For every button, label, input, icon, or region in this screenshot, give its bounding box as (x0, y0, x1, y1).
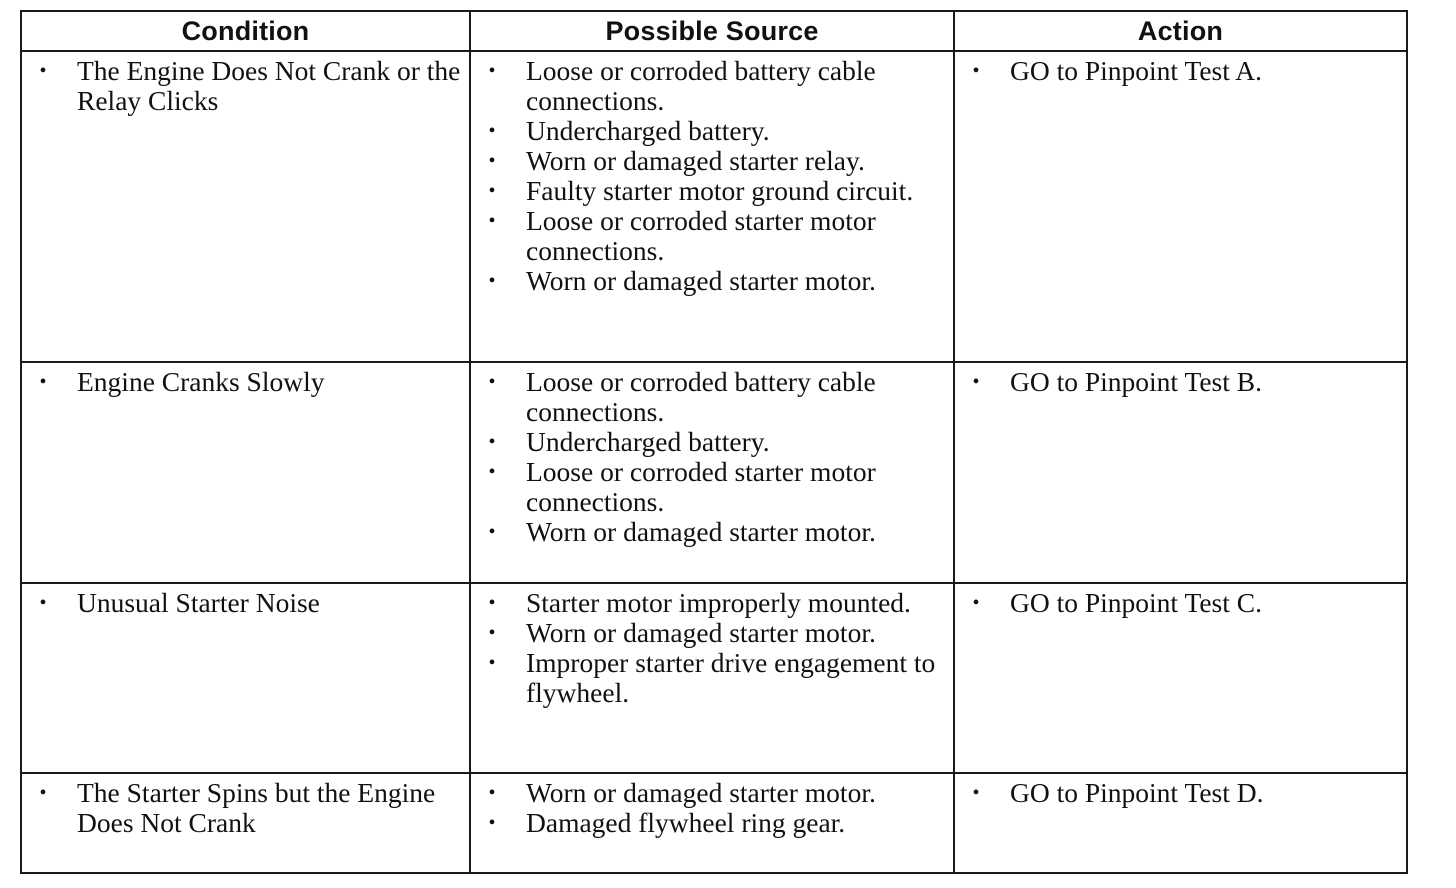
condition-list (30, 367, 461, 397)
condition-list (30, 778, 461, 838)
source-text: Faulty starter motor ground circuit. (526, 175, 914, 206)
source-text: Starter motor improperly mounted. (526, 587, 911, 618)
header-action: Action (954, 11, 1407, 51)
table-row (21, 362, 1407, 583)
list-item (479, 778, 945, 808)
list-item (479, 427, 945, 457)
bullet-icon: • (39, 592, 47, 614)
list-item (479, 367, 945, 427)
bullet-icon: • (488, 812, 496, 834)
bullet-icon: • (972, 371, 980, 393)
header-row (21, 11, 1407, 51)
list-item (30, 367, 461, 397)
bullet-icon: • (39, 782, 47, 804)
list-item (963, 588, 1398, 618)
source-text: Undercharged battery. (526, 115, 770, 146)
list-item (479, 618, 945, 648)
source-text: Worn or damaged starter motor. (526, 777, 876, 808)
action-list (963, 367, 1398, 397)
source-list (479, 367, 945, 547)
condition-cell (21, 51, 470, 362)
list-item (479, 266, 945, 296)
action-list (963, 778, 1398, 808)
action-cell (954, 362, 1407, 583)
list-item (30, 588, 461, 618)
source-list (479, 778, 945, 838)
list-item (479, 808, 945, 838)
bullet-icon: • (39, 60, 47, 82)
list-item (479, 206, 945, 266)
bullet-icon: • (488, 150, 496, 172)
bullet-icon: • (488, 371, 496, 393)
bullet-icon: • (488, 521, 496, 543)
source-cell (470, 51, 954, 362)
source-text: Worn or damaged starter motor. (526, 265, 876, 296)
bullet-icon: • (488, 431, 496, 453)
bullet-icon: • (488, 592, 496, 614)
source-cell (470, 773, 954, 873)
action-text: GO to Pinpoint Test B. (1010, 366, 1262, 397)
source-list (479, 588, 945, 708)
list-item (479, 517, 945, 547)
list-item (479, 176, 945, 206)
action-text: GO to Pinpoint Test D. (1010, 777, 1264, 808)
source-text: Loose or corroded starter motor connections. (526, 456, 876, 517)
list-item (479, 146, 945, 176)
table-row (21, 51, 1407, 362)
bullet-icon: • (972, 782, 980, 804)
bullet-icon: • (972, 592, 980, 614)
list-item (479, 116, 945, 146)
source-text: Loose or corroded battery cable connections. (526, 55, 876, 116)
source-text: Undercharged battery. (526, 426, 770, 457)
condition-text: The Starter Spins but the Engine Does Not Crank (77, 777, 436, 838)
list-item (479, 648, 945, 708)
list-item (479, 588, 945, 618)
source-text: Loose or corroded starter motor connections. (526, 205, 876, 266)
source-list (479, 56, 945, 296)
table-row (21, 773, 1407, 873)
bullet-icon: • (488, 782, 496, 804)
list-item (963, 778, 1398, 808)
condition-list (30, 588, 461, 618)
condition-list (30, 56, 461, 116)
header-possible-source: Possible Source (470, 11, 954, 51)
list-item (963, 367, 1398, 397)
bullet-icon: • (488, 210, 496, 232)
list-item (30, 56, 461, 116)
list-item (30, 778, 461, 838)
action-text: GO to Pinpoint Test A. (1010, 55, 1262, 86)
source-cell (470, 583, 954, 773)
condition-text: Engine Cranks Slowly (77, 366, 325, 397)
source-text: Worn or damaged starter motor. (526, 516, 876, 547)
source-text: Damaged flywheel ring gear. (526, 807, 846, 838)
condition-cell (21, 773, 470, 873)
condition-text: Unusual Starter Noise (77, 587, 320, 618)
bullet-icon: • (488, 622, 496, 644)
list-item (479, 457, 945, 517)
list-item (479, 56, 945, 116)
bullet-icon: • (972, 60, 980, 82)
bullet-icon: • (488, 60, 496, 82)
condition-cell (21, 583, 470, 773)
bullet-icon: • (488, 180, 496, 202)
list-item (963, 56, 1398, 86)
action-cell (954, 773, 1407, 873)
source-cell (470, 362, 954, 583)
header-condition: Condition (21, 11, 470, 51)
action-cell (954, 51, 1407, 362)
action-list (963, 588, 1398, 618)
action-text: GO to Pinpoint Test C. (1010, 587, 1262, 618)
table-row (21, 583, 1407, 773)
action-cell (954, 583, 1407, 773)
bullet-icon: • (488, 120, 496, 142)
source-text: Loose or corroded battery cable connections. (526, 366, 876, 427)
source-text: Improper starter drive engagement to flywheel. (526, 647, 936, 708)
source-text: Worn or damaged starter motor. (526, 617, 876, 648)
bullet-icon: • (488, 652, 496, 674)
bullet-icon: • (488, 461, 496, 483)
source-text: Worn or damaged starter relay. (526, 145, 865, 176)
condition-text: The Engine Does Not Crank or the Relay Clicks (77, 55, 461, 116)
diagnosis-table (20, 10, 1408, 874)
bullet-icon: • (488, 270, 496, 292)
action-list (963, 56, 1398, 86)
bullet-icon: • (39, 371, 47, 393)
condition-cell (21, 362, 470, 583)
